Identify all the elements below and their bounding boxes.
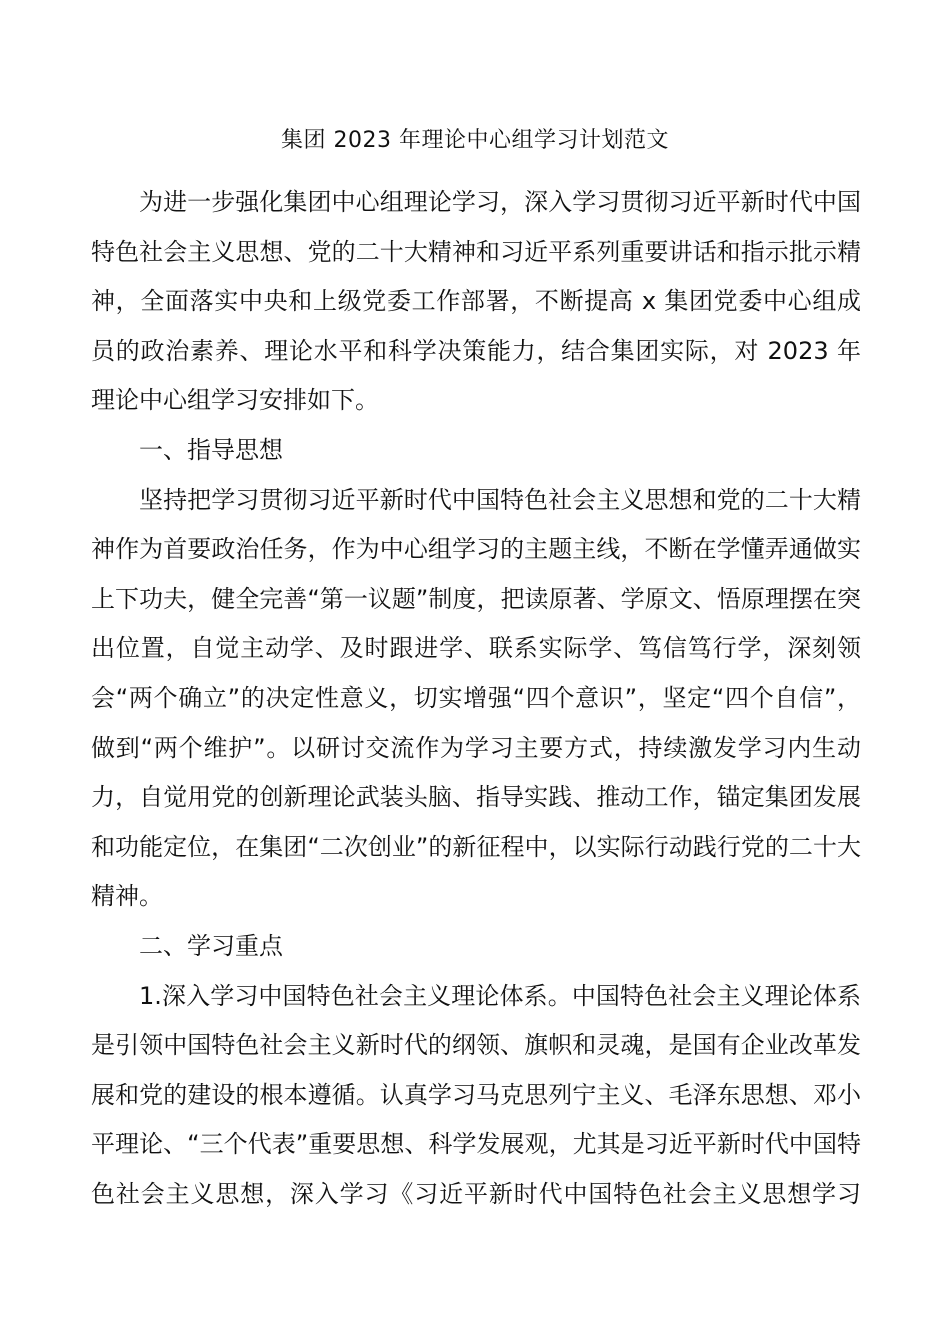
- section-heading-guiding-ideology: 一、指导思想: [139, 435, 283, 464]
- guiding-ideology-paragraph: 坚持把学习贯彻习近平新时代中国特色社会主义思想和党的二十大精神作为首要政治任务，作为中心组学习的主题主线，不断在学懂弄通做实上下功夫，健全完善“第一议题”制度，把读原著、学原文、悟原理摆在突出位置，自觉主动学、及时跟进学、联系实际学、笃信笃行学，深刻领会“两个确立”的决定性意义，切实增强“四个意识”，坚定“四个自信”，做到“两个维护”。以研讨交流作为学习主要方式，持续激发学习内生动力，自觉用党的创新理论武装头脑、指导实践、推动工作，锚定集团发展和功能定位，在集团“二次创业”的新征程中，以实际行动践行党的二十大精神。: [91, 485, 861, 911]
- document-body: [91, 178, 861, 1219]
- section-heading-study-focus: 二、学习重点: [139, 931, 283, 960]
- intro-paragraph: 为进一步强化集团中心组理论学习，深入学习贯彻习近平新时代中国特色社会主义思想、党的二十大精神和习近平系列重要讲话和指示批示精神，全面落实中央和上级党委工作部署，不断提高 x 集团党委中心组成员的政治素养、理论水平和科学决策能力，结合集团实际，对 2023 年理论中心组学习安排如下。: [91, 188, 861, 415]
- study-focus-paragraph: 1.深入学习中国特色社会主义理论体系。中国特色社会主义理论体系是引领中国特色社会主义新时代的纲领、旗帜和灵魂，是国有企业改革发展和党的建设的根本遵循。认真学习马克思列宁主义、毛泽东思想、邓小平理论、“三个代表”重要思想、科学发展观，尤其是习近平新时代中国特色社会主义思想，深入学习《习近平新时代中国特色社会主义思想学习: [91, 981, 861, 1208]
- document-title: 集团 2023 年理论中心组学习计划范文: [281, 128, 669, 153]
